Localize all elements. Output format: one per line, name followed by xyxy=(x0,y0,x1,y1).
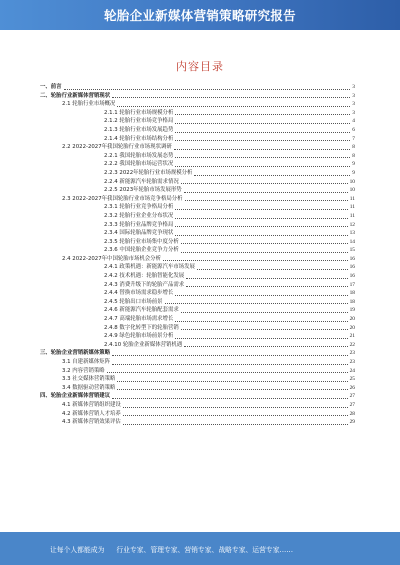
toc-leader-dots xyxy=(181,328,348,330)
toc-entry-page: 27 xyxy=(349,393,355,400)
toc-entry-label: 2.3.4 国际轮胎品牌竞争现状 xyxy=(104,230,174,237)
toc-entry-label: 2.2.3 2022年轮胎行业市场规模分析 xyxy=(104,169,193,176)
toc-entry-page: 6 xyxy=(352,126,355,133)
toc-leader-dots xyxy=(64,88,351,90)
toc-entry-page: 11 xyxy=(349,195,355,202)
toc-entry-page: 3 xyxy=(352,84,355,90)
toc-leader-dots xyxy=(181,182,348,184)
toc-leader-dots xyxy=(112,96,350,98)
toc-entry-label: 2.2.5 2023年轮胎市场发展形势 xyxy=(104,187,182,194)
toc-entry[interactable] xyxy=(40,272,355,281)
toc-entry[interactable] xyxy=(40,195,355,204)
toc-leader-dots xyxy=(186,285,347,287)
toc-entry-page: 9 xyxy=(352,169,355,176)
toc-entry[interactable] xyxy=(40,315,355,324)
toc-entry-label: 4.3 新媒体营销效果评估 xyxy=(62,419,121,426)
toc-entry[interactable] xyxy=(40,117,355,126)
toc-leader-dots xyxy=(175,337,347,339)
toc-title: 内容目录 xyxy=(176,60,224,73)
toc-entry[interactable] xyxy=(40,384,355,393)
toc-entry[interactable] xyxy=(40,263,355,272)
toc-entry[interactable] xyxy=(40,281,355,290)
toc-entry[interactable] xyxy=(40,169,355,178)
toc-entry-label: 2.4.4 替换市场需求稳步增长 xyxy=(104,290,174,297)
toc-entry-label: 2.1.1 轮胎行业市场规模分析 xyxy=(104,109,174,116)
toc-entry-page: 20 xyxy=(349,324,355,331)
toc-entry-page: 4 xyxy=(352,118,355,125)
toc-entry[interactable] xyxy=(40,135,355,144)
toc-entry-page: 11 xyxy=(349,212,355,219)
toc-leader-dots xyxy=(175,165,350,167)
toc-entry-label: 2.4.5 轮胎出口市场前景 xyxy=(104,298,163,305)
toc-entry-label: 二、轮胎行业新媒体营销现状 xyxy=(40,92,111,99)
footer-slogan-left: 让每个人都能成为 xyxy=(50,545,105,554)
toc-entry-label: 3.4 数据驱动营销策略 xyxy=(62,384,116,391)
toc-entry-page: 23 xyxy=(349,350,355,357)
toc-entry[interactable] xyxy=(40,246,355,255)
toc-entry-label: 2.2.4 新能源汽车轮胎需求情况 xyxy=(104,178,179,185)
toc-entry-label: 2.2.1 我国轮胎市场发展态势 xyxy=(104,152,174,159)
toc-entry-page: 27 xyxy=(349,401,355,408)
toc-leader-dots xyxy=(174,148,351,150)
toc-entry[interactable] xyxy=(40,152,355,161)
toc-entry-page: 13 xyxy=(349,230,355,237)
toc-entry-page: 25 xyxy=(349,376,355,383)
toc-entry-label: 2.1.3 轮胎行业市场发展趋势 xyxy=(104,126,174,133)
toc-entry-page: 3 xyxy=(352,92,355,99)
toc-entry[interactable] xyxy=(40,143,355,152)
toc-leader-dots xyxy=(175,113,350,115)
toc-entry[interactable] xyxy=(40,126,355,135)
toc-entry[interactable] xyxy=(40,418,355,427)
toc-leader-dots xyxy=(181,242,348,244)
toc-leader-dots xyxy=(117,105,350,107)
toc-entry-page: 10 xyxy=(349,178,355,185)
toc-entry-label: 2.2 2022-2027年我国轮胎行业市场现状调研 xyxy=(62,144,172,151)
report-title: 轮胎企业新媒体营销策略研究报告 xyxy=(103,8,296,23)
toc-entry-label: 2.3.2 轮胎行业企业分布状况 xyxy=(104,212,174,219)
toc-entry-label: 2.3.3 轮胎行业品牌竞争格局 xyxy=(104,221,174,228)
toc-entry-label: 2.4.8 数字化转型下的轮胎营销 xyxy=(104,324,179,331)
toc-entry[interactable] xyxy=(40,229,355,238)
toc-entry-page: 3 xyxy=(352,109,355,116)
toc-entry[interactable] xyxy=(40,332,355,341)
toc-entry-page: 9 xyxy=(352,161,355,168)
toc-entry[interactable] xyxy=(40,375,355,384)
toc-leader-dots xyxy=(123,406,348,408)
toc-entry-label: 2.1.4 轮胎行业市场结构分析 xyxy=(104,135,174,142)
toc-entry[interactable] xyxy=(40,306,355,315)
toc-entry[interactable] xyxy=(40,255,355,264)
toc-leader-dots xyxy=(112,397,348,399)
toc-entry-label: 2.3.1 轮胎行业竞争格局分析 xyxy=(104,204,174,211)
toc-entry[interactable] xyxy=(40,100,355,109)
toc-entry-label: 4.1 新媒体营销组织建设 xyxy=(62,401,121,408)
toc-entry-label: 四、轮胎企业新媒体营销建议 xyxy=(40,393,111,400)
toc-leader-dots xyxy=(175,139,350,141)
toc-entry-label: 2.1 轮胎行业市场概况 xyxy=(62,101,116,108)
toc-entry[interactable] xyxy=(40,92,355,101)
toc-entry-label: 2.3.5 轮胎行业市场集中度分析 xyxy=(104,238,179,245)
toc-entry-page: 17 xyxy=(349,281,355,288)
toc-entry[interactable] xyxy=(40,392,355,401)
toc-leader-dots xyxy=(117,380,347,382)
toc-entry[interactable] xyxy=(40,401,355,410)
toc-entry[interactable] xyxy=(40,410,355,419)
toc-leader-dots xyxy=(194,174,350,176)
toc-entry[interactable] xyxy=(40,341,355,350)
toc-entry-label: 4.2 新媒体营销人才培养 xyxy=(62,410,121,417)
toc-entry-page: 16 xyxy=(349,273,355,280)
toc-entry-page: 3 xyxy=(352,101,355,108)
toc-entry-page: 10 xyxy=(349,187,355,194)
toc-entry-label: 2.4.9 绿色轮胎市场前景分析 xyxy=(104,333,174,340)
toc-entry-page: 16 xyxy=(349,255,355,262)
footer-band xyxy=(0,532,400,565)
toc-entry-label: 3.1 自建新媒体矩阵 xyxy=(62,359,111,365)
table-of-contents xyxy=(40,83,355,427)
toc-leader-dots xyxy=(181,251,348,253)
toc-entry-label: 三、轮胎企业营销新媒体策略 xyxy=(40,350,111,357)
toc-entry[interactable] xyxy=(40,238,355,247)
toc-leader-dots xyxy=(184,191,348,193)
toc-entry-label: 2.3 2022-2027年我国轮胎行业市场竞争格局分析 xyxy=(62,195,183,202)
toc-entry-label: 2.4.10 轮胎企业新媒体营销机遇 xyxy=(104,341,183,348)
toc-leader-dots xyxy=(112,363,348,365)
toc-entry[interactable] xyxy=(40,298,355,307)
toc-leader-dots xyxy=(175,217,347,219)
toc-entry-page: 18 xyxy=(349,290,355,297)
toc-entry-page: 21 xyxy=(349,333,355,340)
toc-entry-label: 2.2.2 我国轮胎市场运营状况 xyxy=(104,161,174,168)
toc-entry[interactable] xyxy=(40,160,355,169)
toc-entry-page: 8 xyxy=(352,152,355,159)
toc-entry-page: 26 xyxy=(349,384,355,391)
toc-entry-label: 2.4.3 消费升级下的轮胎产品需求 xyxy=(104,281,185,288)
toc-entry-page: 12 xyxy=(349,221,355,228)
toc-entry-label: 2.4 2022-2027年中国轮胎市场机会分析 xyxy=(62,255,161,262)
toc-leader-dots xyxy=(175,122,350,124)
toc-entry-label: 2.4.2 技术机遇：轮胎智能化发展 xyxy=(104,273,185,280)
toc-entry[interactable] xyxy=(40,324,355,333)
toc-entry-label: 2.4.1 政策机遇：新能源汽车市场发展 xyxy=(104,264,195,271)
toc-leader-dots xyxy=(185,199,348,201)
toc-entry[interactable] xyxy=(40,186,355,195)
toc-entry-page: 28 xyxy=(349,410,355,417)
toc-entry-label: 2.4.6 新能源汽车轮胎配套需求 xyxy=(104,307,179,314)
toc-leader-dots xyxy=(186,277,347,279)
toc-leader-dots xyxy=(175,225,347,227)
toc-leader-dots xyxy=(175,320,347,322)
toc-entry-page: 24 xyxy=(349,367,355,374)
toc-entry-label: 3.3 社交媒体营销策略 xyxy=(62,376,116,383)
toc-leader-dots xyxy=(112,354,348,356)
toc-entry[interactable] xyxy=(40,109,355,118)
toc-entry-page: 15 xyxy=(349,247,355,254)
toc-entry-page: 22 xyxy=(349,341,355,348)
toc-entry-label: 2.4.7 高端轮胎市场需求增长 xyxy=(104,316,174,323)
toc-entry-label: 2.3.6 中国轮胎企业竞争力分析 xyxy=(104,247,179,254)
footer-slogan-right: 行业专家、管理专家、营销专家、战略专家、运营专家…… xyxy=(116,545,294,554)
toc-entry-label: 2.1.2 轮胎行业市场竞争格局 xyxy=(104,118,174,125)
toc-leader-dots xyxy=(175,156,350,158)
toc-leader-dots xyxy=(197,268,348,270)
toc-entry-page: 7 xyxy=(352,135,355,142)
toc-entry-label: 3.2 内容营销策略 xyxy=(62,367,105,374)
toc-entry[interactable] xyxy=(40,212,355,221)
toc-leader-dots xyxy=(184,345,347,347)
toc-leader-dots xyxy=(175,131,350,133)
toc-entry-page: 14 xyxy=(349,238,355,245)
toc-entry[interactable] xyxy=(40,289,355,298)
toc-entry[interactable] xyxy=(40,83,355,92)
toc-entry[interactable] xyxy=(40,349,355,358)
toc-entry-page: 8 xyxy=(352,144,355,151)
toc-entry-page: 18 xyxy=(349,298,355,305)
toc-entry[interactable] xyxy=(40,221,355,230)
report-header xyxy=(0,0,400,30)
toc-entry[interactable] xyxy=(40,178,355,187)
toc-entry[interactable] xyxy=(40,358,355,367)
toc-leader-dots xyxy=(123,414,348,416)
toc-leader-dots xyxy=(175,234,347,236)
toc-entry[interactable] xyxy=(40,203,355,212)
toc-entry-page: 11 xyxy=(349,204,355,211)
toc-leader-dots xyxy=(175,294,347,296)
toc-entry-page: 23 xyxy=(349,359,355,365)
toc-entry-page: 19 xyxy=(349,307,355,314)
toc-leader-dots xyxy=(181,311,348,313)
toc-leader-dots xyxy=(163,259,348,261)
toc-entry-page: 29 xyxy=(349,419,355,426)
toc-leader-dots xyxy=(123,423,348,425)
toc-leader-dots xyxy=(165,302,348,304)
toc-entry-page: 20 xyxy=(349,316,355,323)
toc-leader-dots xyxy=(107,371,348,373)
toc-entry-label: 一、前言 xyxy=(40,84,62,90)
toc-leader-dots xyxy=(117,388,347,390)
toc-entry-page: 16 xyxy=(349,264,355,271)
toc-entry[interactable] xyxy=(40,367,355,376)
toc-leader-dots xyxy=(175,208,347,210)
